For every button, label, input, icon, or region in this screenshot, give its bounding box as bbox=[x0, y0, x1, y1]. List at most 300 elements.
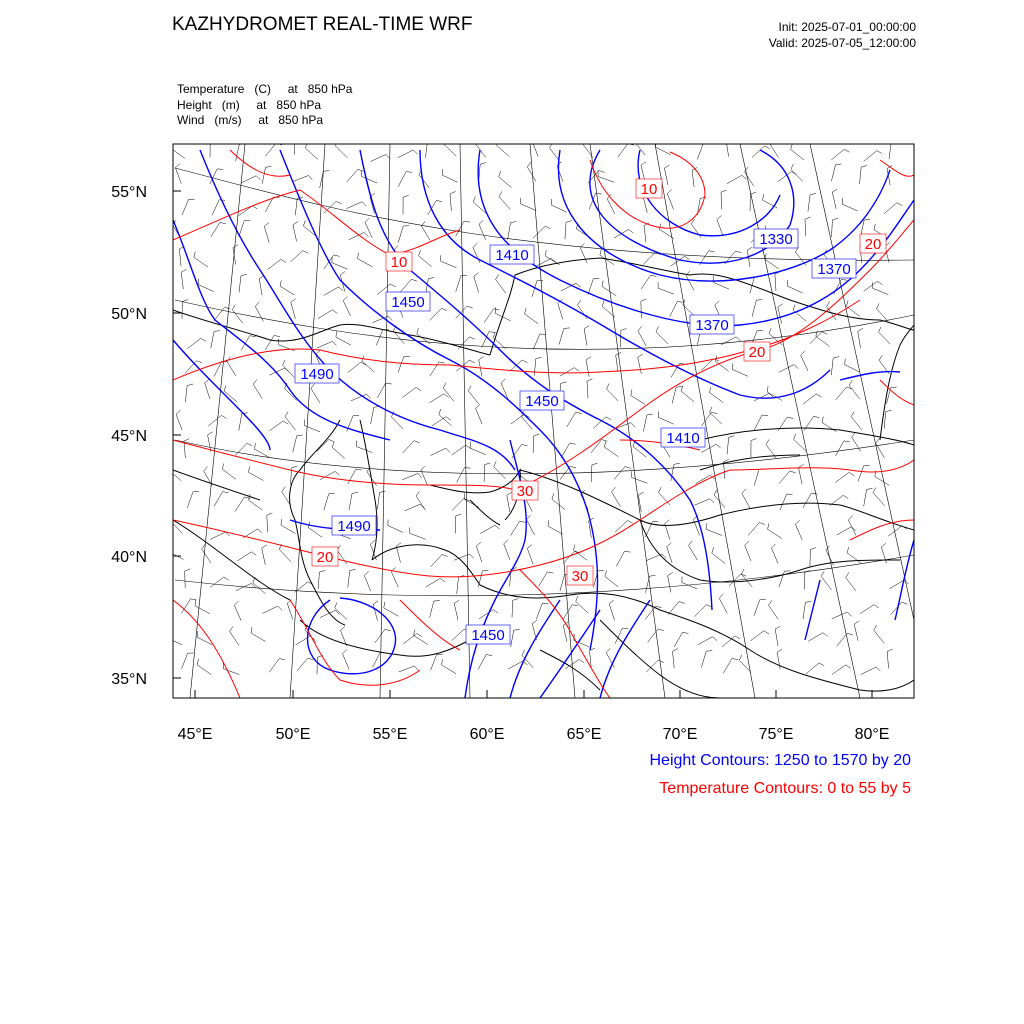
wind-barb-flag bbox=[486, 655, 492, 656]
wind-barb-flag bbox=[641, 162, 646, 165]
wind-barb bbox=[182, 200, 189, 216]
wind-barb-flag bbox=[291, 299, 296, 303]
wind-barb-flag bbox=[339, 287, 344, 291]
wind-barb bbox=[280, 286, 295, 295]
wind-barb bbox=[643, 415, 646, 432]
wind-barb bbox=[533, 334, 540, 350]
wind-barb-flag bbox=[373, 601, 378, 605]
wind-barb bbox=[587, 381, 588, 398]
wind-barb-flag bbox=[224, 385, 226, 391]
wind-barb bbox=[431, 654, 437, 670]
wind-barb bbox=[525, 314, 539, 324]
wind-barb-flag bbox=[411, 279, 417, 281]
wind-barb bbox=[377, 383, 385, 398]
wind-barb bbox=[616, 551, 624, 566]
wind-barb bbox=[771, 548, 778, 564]
wind-barb bbox=[709, 393, 723, 403]
wind-barb bbox=[560, 575, 565, 591]
wind-barb-flag bbox=[454, 600, 459, 603]
wind-barb bbox=[279, 549, 291, 561]
wind-barb-flag bbox=[763, 194, 764, 200]
coastlines-borders bbox=[173, 258, 914, 698]
wind-barb bbox=[558, 303, 563, 319]
wind-barb bbox=[842, 204, 858, 211]
wind-barb bbox=[474, 276, 479, 292]
temperature-label bbox=[512, 481, 538, 500]
wind-barb-flag bbox=[428, 278, 434, 279]
wind-barb-flag bbox=[566, 221, 572, 223]
wind-barb-flag bbox=[767, 386, 768, 392]
wind-barb bbox=[598, 177, 614, 183]
wind-barb bbox=[656, 332, 668, 344]
wind-barb-flag bbox=[621, 329, 627, 331]
wind-barb bbox=[791, 169, 803, 181]
wind-barb-flag bbox=[846, 573, 849, 578]
wind-barb-flag bbox=[476, 542, 481, 546]
wind-barb bbox=[615, 521, 627, 533]
wind-barb bbox=[533, 226, 545, 238]
wind-barb-flag bbox=[303, 251, 308, 254]
wind-barb-flag bbox=[308, 176, 312, 181]
svg-text:10: 10 bbox=[390, 254, 408, 271]
wind-barb-flag bbox=[197, 361, 203, 363]
wind-barb-flag bbox=[364, 571, 368, 575]
svg-text:20: 20 bbox=[748, 344, 766, 361]
wind-barb bbox=[265, 143, 276, 156]
wind-barb-flag bbox=[522, 444, 528, 446]
wind-barb-flag bbox=[197, 659, 198, 665]
wind-barb bbox=[879, 332, 891, 344]
wind-barb bbox=[239, 276, 241, 293]
wind-barb bbox=[181, 272, 183, 289]
wind-barb-flag bbox=[483, 570, 489, 571]
wind-barb-flag bbox=[700, 197, 706, 198]
wind-barb bbox=[400, 279, 411, 292]
init-time: Init: 2025-07-01_00:00:00 bbox=[778, 20, 916, 34]
wind-barb bbox=[176, 414, 182, 430]
height-label bbox=[295, 364, 339, 383]
lon-tick-label: 60°E bbox=[469, 726, 505, 743]
wind-barb bbox=[539, 572, 548, 587]
wind-barb-flag bbox=[545, 250, 546, 256]
wind-barb-flag bbox=[765, 146, 770, 149]
wind-barb bbox=[348, 469, 356, 484]
temperature-contours bbox=[173, 150, 914, 698]
wind-barb-flag bbox=[281, 259, 286, 262]
height-label bbox=[812, 259, 856, 278]
wind-barb bbox=[249, 500, 263, 510]
wind-barb-flag bbox=[832, 218, 838, 220]
wind-barb-flag bbox=[403, 195, 409, 197]
wind-barb bbox=[881, 547, 886, 563]
wind-barb-flag bbox=[499, 171, 501, 177]
field-row-temperature: Temperature (C) at 850 hPa bbox=[177, 82, 353, 96]
wind-barb-flag bbox=[607, 384, 610, 389]
wind-barb-flag bbox=[656, 326, 659, 332]
wind-barb-flag bbox=[311, 384, 315, 389]
wind-barb-flag bbox=[520, 521, 526, 522]
wind-barb-flag bbox=[887, 649, 892, 652]
wind-barb bbox=[884, 412, 886, 429]
wind-barb-flag bbox=[799, 464, 804, 467]
wind-barb-flag bbox=[464, 221, 470, 222]
wind-barb-flag bbox=[496, 275, 499, 280]
wind-barb-flag bbox=[547, 572, 553, 573]
wind-barb bbox=[511, 521, 520, 535]
wind-barb-flag bbox=[285, 412, 288, 417]
wind-barb-flag bbox=[181, 269, 186, 272]
wind-barb bbox=[576, 602, 589, 614]
wind-barb-flag bbox=[167, 632, 168, 638]
wind-barb bbox=[504, 544, 510, 560]
wind-barb bbox=[694, 605, 706, 617]
height-label bbox=[386, 292, 430, 311]
wind-barb-flag bbox=[676, 387, 682, 388]
wind-barb bbox=[479, 610, 493, 619]
wind-barb bbox=[499, 177, 512, 188]
wind-barb-flag bbox=[370, 540, 374, 544]
wind-barb-flag bbox=[247, 443, 253, 445]
wind-barb-flag bbox=[283, 421, 288, 424]
wind-barb-flag bbox=[223, 492, 229, 493]
wind-barb bbox=[332, 263, 348, 270]
wind-barb bbox=[198, 285, 214, 292]
wind-barb bbox=[426, 578, 441, 587]
wind-barb bbox=[686, 276, 694, 291]
wind-barb-flag bbox=[418, 473, 422, 477]
wind-barb-flag bbox=[251, 583, 255, 587]
wind-barb-flag bbox=[750, 192, 756, 194]
wind-barb-flag bbox=[340, 272, 345, 276]
wind-barb-flag bbox=[742, 489, 746, 494]
svg-text:1330: 1330 bbox=[759, 231, 793, 248]
wind-barb bbox=[332, 447, 345, 458]
wind-barb bbox=[422, 226, 431, 241]
wind-barb bbox=[787, 286, 803, 293]
wind-barb-flag bbox=[428, 139, 434, 140]
wind-barb bbox=[769, 143, 778, 157]
wind-barb-flag bbox=[759, 523, 765, 525]
wind-barb-flag bbox=[527, 545, 532, 549]
wind-barb bbox=[860, 605, 874, 614]
wind-barb-flag bbox=[241, 274, 247, 276]
wind-barb bbox=[889, 142, 891, 159]
wind-barb-flag bbox=[414, 441, 420, 443]
wind-barb bbox=[371, 407, 374, 424]
wind-barb bbox=[614, 467, 625, 480]
wind-barb-flag bbox=[332, 341, 336, 345]
map-plot-area bbox=[167, 136, 914, 699]
wind-barb-flag bbox=[851, 412, 854, 417]
wind-barb-flag bbox=[816, 394, 821, 397]
wind-barb-flag bbox=[233, 245, 238, 248]
wind-barb bbox=[534, 359, 536, 376]
wind-barb-flag bbox=[234, 601, 238, 605]
height-contours bbox=[173, 150, 914, 698]
wind-barb bbox=[864, 490, 867, 507]
wind-barb bbox=[262, 548, 266, 565]
wind-barb bbox=[507, 495, 510, 512]
wind-barb-flag bbox=[801, 351, 805, 355]
wind-barb-flag bbox=[667, 190, 671, 194]
wind-barb bbox=[692, 170, 694, 187]
wind-barb bbox=[210, 532, 225, 540]
wind-barb-flag bbox=[847, 633, 853, 635]
wind-barb bbox=[641, 275, 651, 289]
wind-barb-flag bbox=[683, 632, 689, 633]
wind-barb-flag bbox=[333, 310, 338, 314]
wind-barb-flag bbox=[182, 300, 188, 302]
wind-barb-flag bbox=[714, 490, 717, 495]
wind-barb bbox=[750, 631, 764, 641]
wind-barb-flag bbox=[587, 379, 593, 381]
wind-barb bbox=[237, 552, 251, 561]
wind-barb bbox=[717, 220, 723, 236]
wind-barb-flag bbox=[877, 303, 880, 308]
wind-barb-flag bbox=[793, 304, 795, 310]
wind-barb-flag bbox=[791, 164, 794, 169]
wind-barb bbox=[620, 330, 621, 347]
wind-barb-flag bbox=[336, 331, 337, 337]
wind-barb bbox=[832, 220, 833, 237]
wind-barb-flag bbox=[507, 492, 512, 495]
wind-barb bbox=[295, 198, 297, 215]
wind-barb bbox=[402, 441, 414, 454]
wind-barb bbox=[456, 306, 468, 318]
wind-barb-flag bbox=[771, 544, 775, 548]
wind-barb-flag bbox=[819, 663, 824, 666]
wind-barb-flag bbox=[480, 163, 486, 165]
wind-barb bbox=[694, 499, 710, 506]
wind-barb-flag bbox=[641, 299, 647, 301]
wind-barb bbox=[512, 600, 513, 617]
wind-barb-flag bbox=[222, 463, 224, 469]
wind-barb bbox=[450, 194, 451, 211]
wind-barb bbox=[476, 144, 486, 158]
wind-barb bbox=[251, 633, 266, 642]
wind-barb-flag bbox=[729, 436, 735, 438]
wind-barb-flag bbox=[848, 516, 852, 520]
wind-barb bbox=[357, 447, 373, 453]
wind-barb bbox=[670, 302, 678, 317]
map-frame bbox=[173, 144, 914, 698]
wind-barb-flag bbox=[335, 471, 340, 475]
wind-barb-flag bbox=[470, 554, 474, 558]
wind-barb bbox=[398, 356, 404, 372]
wind-barb-flag bbox=[847, 547, 849, 553]
wind-barb bbox=[388, 526, 403, 533]
wind-barb-flag bbox=[251, 627, 252, 633]
wind-barb-flag bbox=[742, 175, 747, 179]
wind-barb-flag bbox=[584, 326, 589, 329]
wind-barb bbox=[548, 526, 563, 534]
wind-barb-flag bbox=[715, 301, 719, 305]
wind-barb-flag bbox=[625, 467, 631, 469]
wind-barb-flag bbox=[504, 540, 508, 544]
wind-barb-flag bbox=[736, 337, 741, 341]
wind-barb-flag bbox=[367, 394, 371, 398]
wind-barb bbox=[293, 436, 297, 453]
wind-barb-flag bbox=[356, 469, 362, 470]
wind-barb bbox=[831, 358, 833, 375]
wind-barb bbox=[536, 603, 542, 619]
wind-barb-flag bbox=[877, 281, 882, 284]
wind-barb bbox=[234, 605, 241, 621]
wind-barb bbox=[754, 600, 760, 616]
temperature-label bbox=[860, 234, 886, 253]
wind-barb bbox=[432, 417, 446, 426]
wind-barb-flag bbox=[561, 382, 567, 384]
wind-barb bbox=[197, 665, 211, 675]
wind-barb bbox=[769, 605, 779, 619]
wind-barb-flag bbox=[294, 136, 300, 138]
wind-barb bbox=[185, 386, 187, 403]
wind-barb-flag bbox=[810, 193, 816, 194]
wind-barb bbox=[710, 412, 722, 424]
wind-barb-flag bbox=[417, 634, 422, 637]
wind-barb-flag bbox=[534, 434, 540, 436]
wind-barb-flag bbox=[303, 220, 305, 226]
wind-barb bbox=[752, 300, 756, 316]
wind-barb bbox=[223, 669, 239, 675]
wind-barb-flag bbox=[256, 176, 260, 180]
wind-barb-flag bbox=[849, 380, 852, 385]
wind-barb-flag bbox=[673, 649, 678, 652]
wind-barb bbox=[612, 492, 621, 507]
lon-tick-label: 50°E bbox=[275, 726, 311, 743]
wind-barb-flag bbox=[600, 249, 601, 255]
wind-barb-flag bbox=[335, 610, 339, 614]
wind-barb-flag bbox=[450, 191, 456, 194]
wind-barb-flag bbox=[252, 206, 257, 209]
wind-barb-flag bbox=[274, 336, 280, 337]
lon-tick-label: 70°E bbox=[662, 726, 698, 743]
wind-barb bbox=[494, 467, 506, 479]
wind-barb-flag bbox=[365, 218, 369, 222]
wind-barb-flag bbox=[844, 149, 849, 152]
wind-barb bbox=[748, 523, 759, 536]
wind-barb-flag bbox=[536, 357, 542, 359]
wind-barb-flag bbox=[756, 300, 762, 301]
wind-barb-flag bbox=[635, 137, 638, 142]
wind-barb bbox=[426, 141, 428, 158]
wind-barb bbox=[873, 288, 889, 294]
wind-barb-flag bbox=[319, 570, 325, 572]
wind-barb bbox=[702, 412, 712, 426]
wind-barb bbox=[727, 175, 742, 183]
svg-text:1450: 1450 bbox=[471, 627, 505, 644]
wind-barb bbox=[470, 448, 486, 455]
wind-barb bbox=[365, 222, 372, 237]
wind-barb-flag bbox=[522, 650, 525, 655]
wind-barb-flag bbox=[877, 151, 882, 154]
wind-barb bbox=[721, 192, 722, 209]
wind-barb bbox=[567, 412, 576, 427]
temperature-label bbox=[636, 179, 662, 198]
wind-barb bbox=[399, 666, 415, 672]
wind-barb-flag bbox=[513, 599, 519, 601]
wind-barb bbox=[308, 528, 322, 538]
lon-tick-label: 80°E bbox=[854, 726, 890, 743]
wind-barb bbox=[348, 571, 350, 588]
wind-barb bbox=[810, 550, 811, 567]
wind-barb bbox=[606, 653, 614, 668]
latitude-axis bbox=[111, 184, 181, 688]
wind-barb bbox=[803, 602, 805, 619]
wind-barb bbox=[182, 653, 188, 669]
wind-barb bbox=[416, 496, 425, 510]
wind-barb-flag bbox=[464, 493, 465, 499]
wind-barb bbox=[197, 637, 212, 645]
wind-barb bbox=[609, 604, 614, 620]
wind-barb-flag bbox=[195, 600, 196, 606]
wind-barb-flag bbox=[873, 488, 876, 493]
wind-barb bbox=[655, 147, 670, 155]
wind-barb bbox=[373, 652, 381, 667]
wind-barb-flag bbox=[194, 252, 195, 258]
wind-barb-flag bbox=[858, 328, 863, 331]
wind-barb-flag bbox=[836, 164, 842, 165]
wind-barb bbox=[358, 259, 373, 267]
wind-barb-flag bbox=[709, 251, 715, 252]
wind-barb bbox=[429, 394, 444, 403]
wind-barb bbox=[377, 493, 379, 510]
wind-barb-flag bbox=[712, 547, 714, 553]
wind-barb-flag bbox=[419, 250, 421, 256]
wind-barb-flag bbox=[511, 222, 517, 223]
wind-barb-flag bbox=[343, 650, 347, 654]
wind-barb bbox=[287, 603, 293, 619]
wind-barb-flag bbox=[583, 139, 586, 144]
wind-barb-flag bbox=[253, 380, 257, 385]
wind-barb-flag bbox=[267, 513, 273, 515]
wind-barb-flag bbox=[281, 519, 282, 525]
wind-barb bbox=[849, 386, 860, 399]
wind-barb-flag bbox=[891, 141, 897, 142]
wind-barb bbox=[726, 140, 729, 157]
wind-barb-flag bbox=[386, 383, 392, 384]
wind-barb-flag bbox=[444, 394, 449, 398]
wind-barb bbox=[682, 583, 698, 590]
wind-barb bbox=[591, 465, 592, 482]
wind-barb-flag bbox=[732, 659, 738, 660]
wind-barb-flag bbox=[334, 255, 340, 257]
wind-barb-flag bbox=[876, 667, 880, 671]
wind-barb-flag bbox=[525, 308, 527, 314]
wind-barb-flag bbox=[305, 142, 307, 148]
wind-barb bbox=[552, 499, 565, 510]
wind-barb bbox=[632, 477, 648, 483]
height-label bbox=[754, 229, 798, 248]
wind-barb bbox=[713, 282, 729, 289]
wind-barb bbox=[550, 148, 560, 162]
wind-barb-flag bbox=[846, 665, 851, 668]
lat-tick-label: 50°N bbox=[111, 306, 147, 323]
wind-barb-flag bbox=[497, 140, 499, 146]
wind-barb bbox=[398, 226, 403, 242]
wind-barb bbox=[607, 389, 619, 401]
wind-barb bbox=[476, 546, 482, 562]
wind-barb bbox=[803, 394, 816, 405]
height-label bbox=[490, 245, 534, 264]
height-label bbox=[690, 315, 734, 334]
temperature-contours-note: Temperature Contours: 0 to 55 by 5 bbox=[659, 780, 911, 797]
wind-barb-flag bbox=[391, 284, 396, 287]
wind-barb bbox=[205, 383, 210, 399]
wind-barb-flag bbox=[548, 520, 549, 526]
height-contours-note: Height Contours: 1250 to 1570 by 20 bbox=[649, 752, 911, 769]
wind-barb-flag bbox=[679, 602, 685, 604]
